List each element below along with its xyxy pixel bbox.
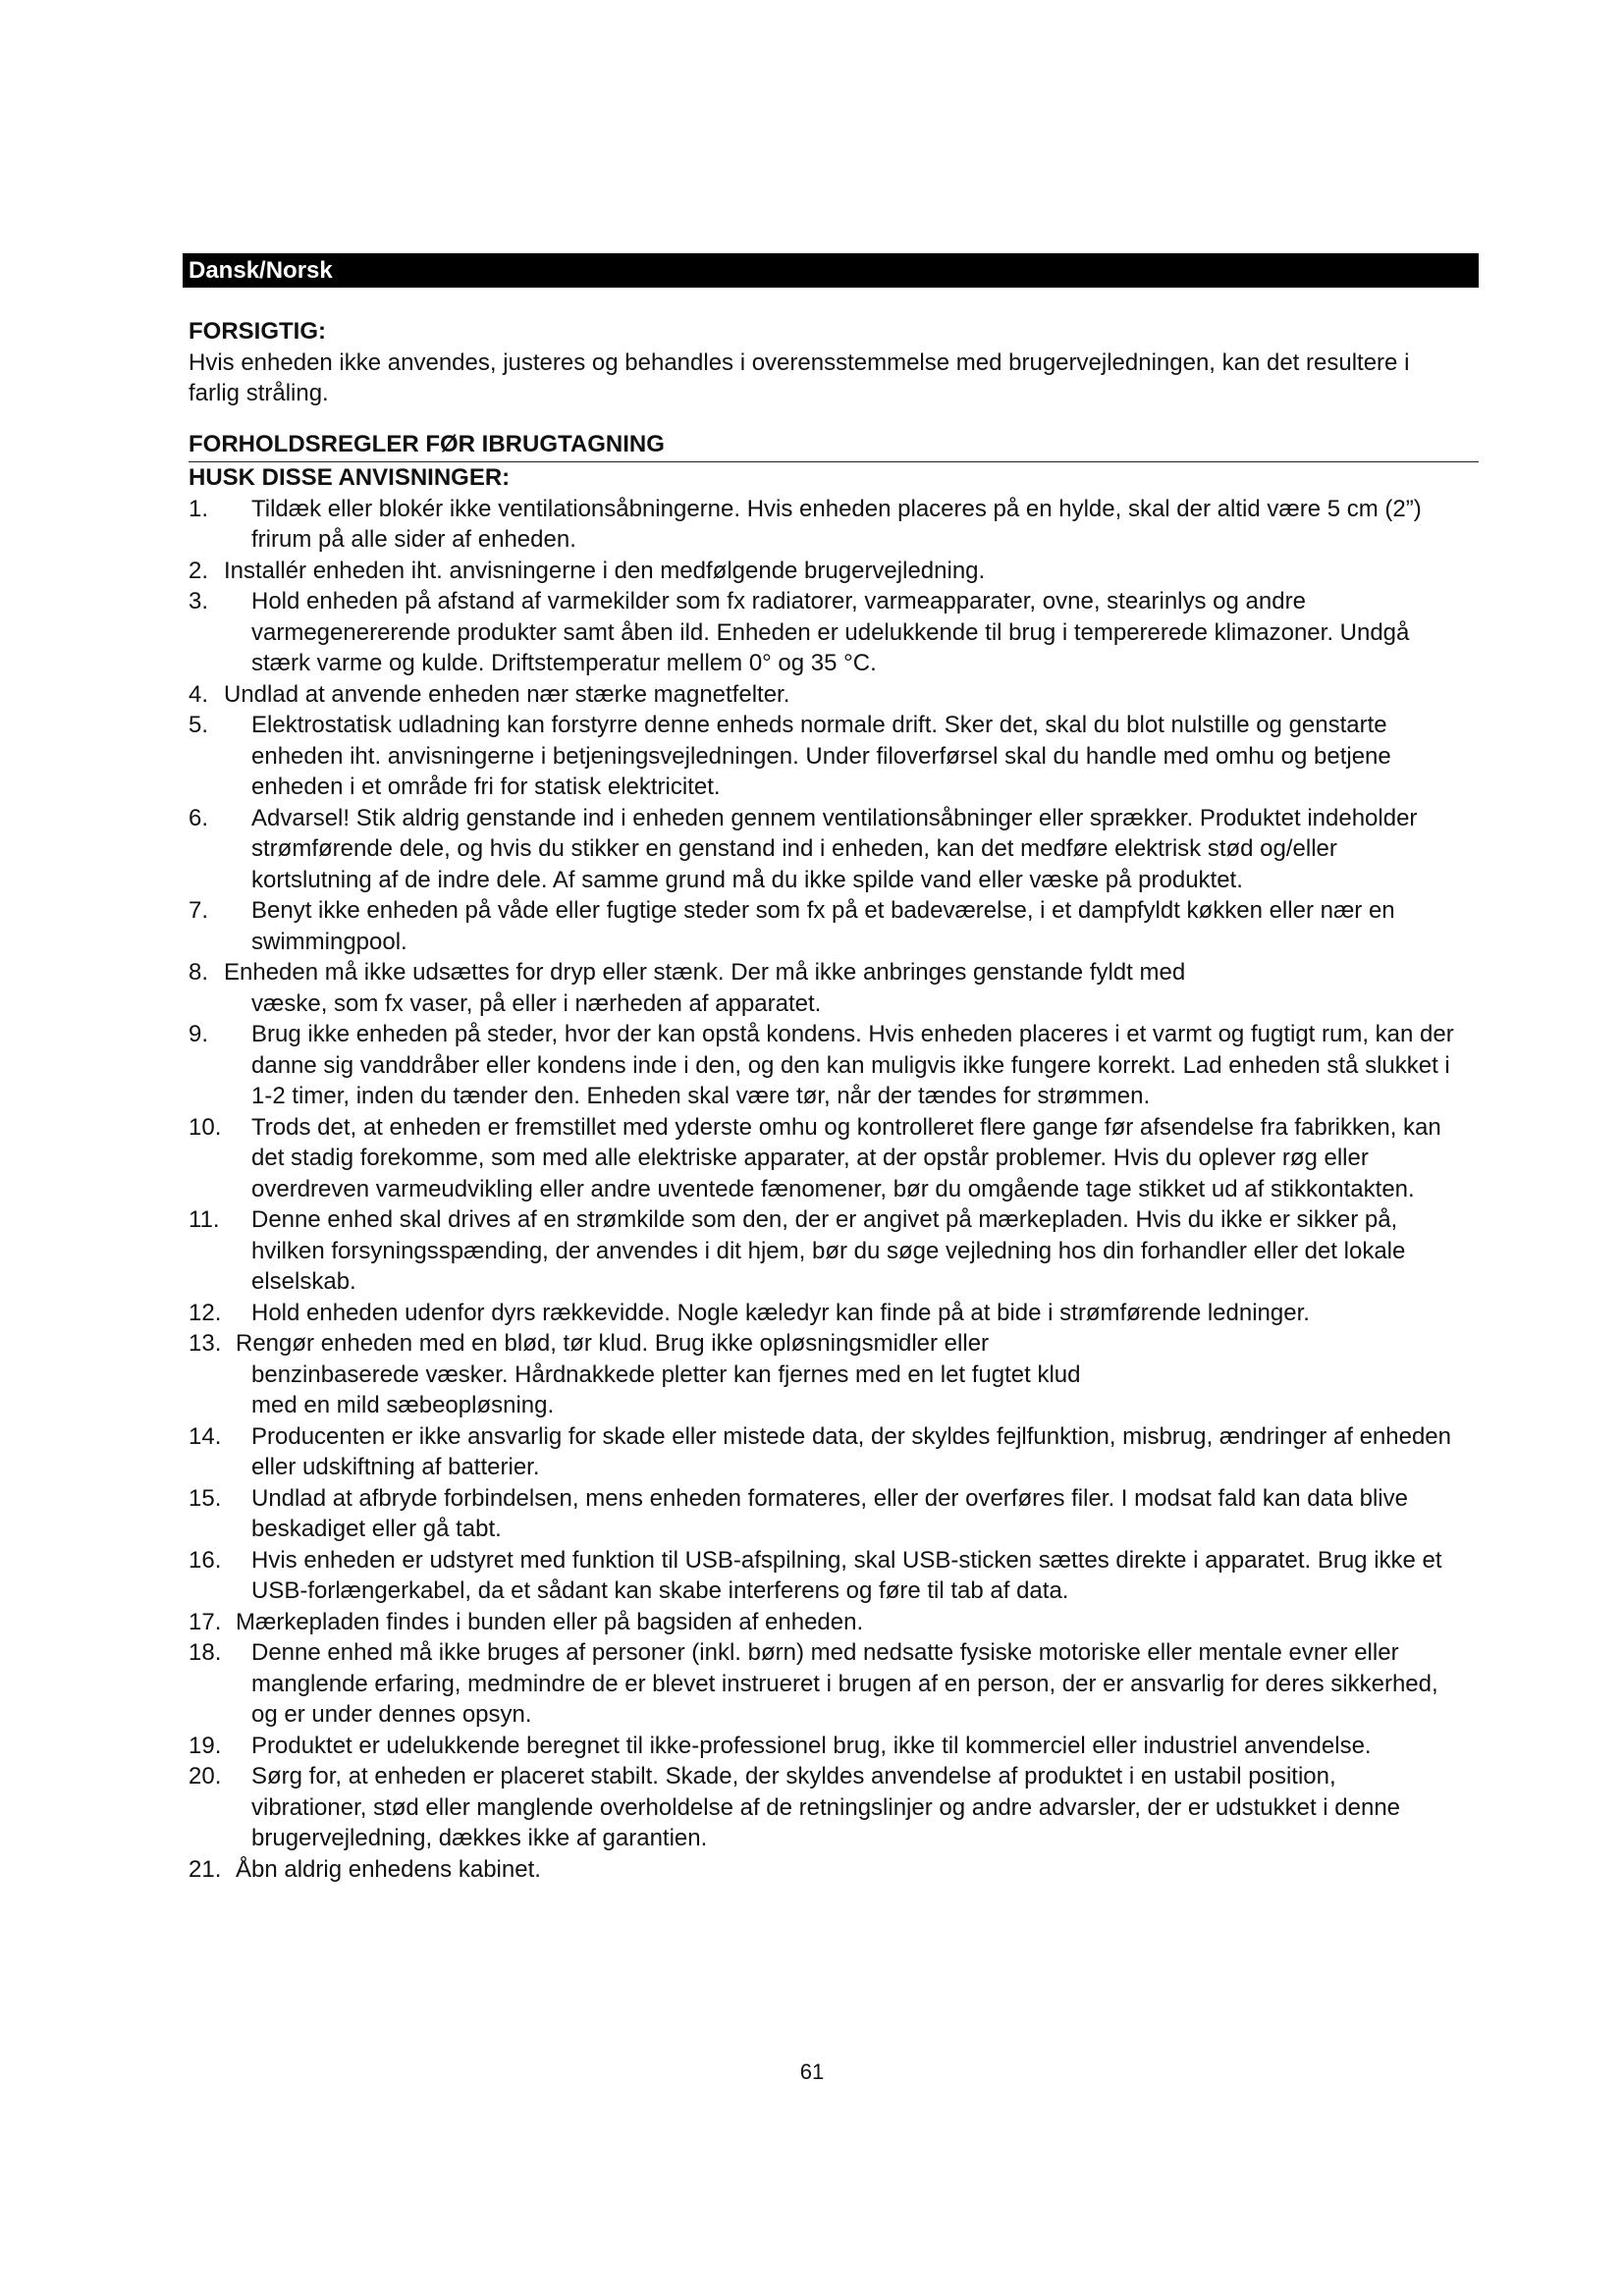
list-item: 3. Hold enheden på afstand af varmekilder som fx radiatorer, varmeapparater, ovne, stearinlys og andre varmegenererende produkter samt åben ild. Enheden er udelukkende til brug i tempererede klimazoner. Undgå stærk varme og kulde. Driftstemperatur mellem 0° og 35 °C. <box>189 588 1410 676</box>
list-item: 9. Brug ikke enheden på steder, hvor der kan opstå kondens. Hvis enheden placeres i et varmt og fugtigt rum, kan der danne sig vanddråber eller kondens inde i den, og den kan muligvis ikke fungere korrekt. Lad enheden stå slukket i 1-2 timer, inden du tænder den. Enheden skal være tør, når der tændes for strømmen. <box>189 1021 1454 1109</box>
list-item: 15. Undlad at afbryde forbindelsen, mens enheden formateres, eller der overføres filer. I modsat fald kan data blive beskadiget eller gå tabt. <box>189 1484 1408 1542</box>
page-number: 61 <box>799 2059 825 2084</box>
list-item: 14. Producenten er ikke ansvarlig for skade eller mistede data, der skyldes fejlfunktion, misbrug, ændringer af enheden eller udskiftning af batterier. <box>189 1422 1451 1480</box>
remember-title: HUSK DISSE ANVISNINGER: <box>189 464 511 491</box>
list-item: 13. Rengør enheden med en blød, tør klud. Brug ikke opløsningsmidler eller benzinbaserede væsker. Hårdnakkede pletter kan fjernes med en let fugtet klud med en mild sæbeopløsning. <box>189 1330 1081 1418</box>
language-header: Dansk/Norsk <box>183 253 1479 288</box>
list-item: 2. Installér enheden iht. anvisningerne i den medfølgende brugervejledning. <box>189 557 986 584</box>
list-item: 6. Advarsel! Stik aldrig genstande ind i enheden gennem ventilationsåbninger eller sprækker. Produktet indeholder strømførende dele, og hvis du stikker en genstand ind i enheden, kan det medføre elektrisk stød og/eller kortslutning af de indre dele. Af samme grund må du ikke spilde vand eller væske på produktet. <box>189 804 1418 893</box>
list-item: 5. Elektrostatisk udladning kan forstyrre denne enheds normale drift. Sker det, skal du blot nulstille og genstarte enheden iht. anvisningerne i betjeningsvejledningen. Under filoverførsel skal du handle med omhu og betjene enheden i et område fri for statisk elektricitet. <box>189 712 1391 800</box>
safety-rules-list <box>189 494 1455 1886</box>
list-item: 11. Denne enhed skal drives af en strømkilde som den, der er angivet på mærkepladen. Hvis du ikke er sikker på, hvilken forsyningsspænding, der anvendes i dit hjem, bør du søge vejledning hos din forhandler eller det lokale elselskab. <box>189 1206 1406 1295</box>
list-item: 12. Hold enheden udenfor dyrs rækkevidde. Nogle kæledyr kan finde på at bide i strømførende ledninger. <box>189 1299 1310 1326</box>
list-item: 10. Trods det, at enheden er fremstillet med yderste omhu og kontrolleret flere gange før afsendelse fra fabrikken, kan det stadig forekomme, som med alle elektriske apparater, at der opstår problemer. Hvis du oplever røg eller overdreven varmeudvikling eller andre uventede fænomener, bør du omgående tage stikket ud af stikkontakten. <box>189 1113 1441 1202</box>
caution-text: Hvis enheden ikke anvendes, justeres og behandles i overensstemmelse med brugervejledningen, kan det resultere i farlig stråling. <box>189 348 1410 406</box>
list-item: 18. Denne enhed må ikke bruges af personer (inkl. børn) med nedsatte fysiske motoriske eller mentale evner eller manglende erfaring, medmindre de er blevet instrueret i brugen af en person, der er ansvarlig for deres sikkerhed, og er under dennes opsyn. <box>189 1639 1438 1728</box>
list-item: 8. Enheden må ikke udsættes for dryp eller stænk. Der må ikke anbringes genstande fyldt med væske, som fx vaser, på eller i nærheden af apparatet. <box>189 959 1186 1017</box>
list-item: 1. Tildæk eller blokér ikke ventilationsåbningerne. Hvis enheden placeres på en hylde, skal der altid være 5 cm (2”) frirum på alle sider af enheden. <box>189 495 1422 553</box>
precautions-title: FORHOLDSREGLER FØR IBRUGTAGNING <box>189 429 1479 463</box>
caution-title: FORSIGTIG: <box>189 318 326 345</box>
list-item: 17. Mærkepladen findes i bunden eller på bagsiden af enheden. <box>189 1608 864 1635</box>
list-item: 4. Undlad at anvende enheden nær stærke magnetfelter. <box>189 680 790 708</box>
list-item: 19. Produktet er udelukkende beregnet til ikke-professionel brug, ikke til kommerciel eller industriel anvendelse. <box>189 1732 1372 1759</box>
list-item: 7. Benyt ikke enheden på våde eller fugtige steder som fx på et badeværelse, i et dampfyldt køkken eller nær en swimmingpool. <box>189 897 1395 955</box>
list-item: 16. Hvis enheden er udstyret med funktion til USB-afspilning, skal USB-sticken sættes direkte i apparatet. Brug ikke et USB-forlængerkabel, da et sådant kan skabe interferens og føre til tab af data. <box>189 1546 1442 1604</box>
list-item: 20. Sørg for, at enheden er placeret stabilt. Skade, der skyldes anvendelse af produktet i en ustabil position, vibrationer, stød eller manglende overholdelse af de retningslinjer og andre advarsler, der er udstukket i denne brugervejledning, dækkes ikke af garantien. <box>189 1763 1401 1851</box>
list-item: 21. Åbn aldrig enhedens kabinet. <box>189 1855 541 1883</box>
safety-content <box>189 316 1455 1885</box>
